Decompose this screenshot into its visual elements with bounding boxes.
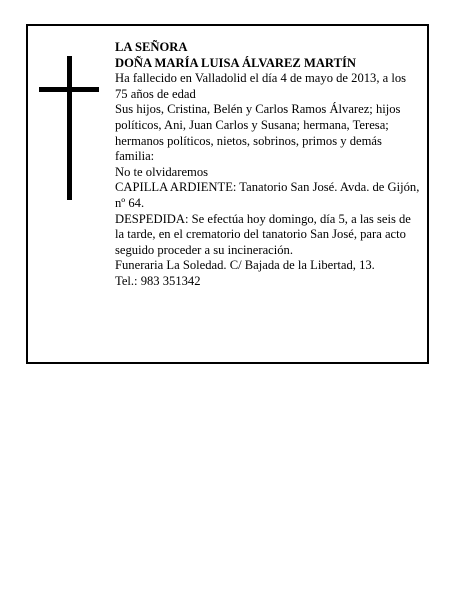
chapel-info: CAPILLA ARDIENTE: Tanatorio San José. Avda. de Gijón, nº 64. — [115, 180, 420, 210]
notice-text — [115, 40, 421, 290]
cross-horizontal-bar — [39, 87, 99, 92]
notice-heading: LA SEÑORA — [115, 40, 188, 54]
service-info: DESPEDIDA: Se efectúa hoy domingo, día 5, a las seis de la tarde, en el crematorio del tanatorio San José, para acto seguido proceder a su incineración. — [115, 211, 411, 257]
funeral-home-address: Funeraria La Soledad. C/ Bajada de la Libertad, 13. — [115, 258, 375, 273]
phone-number: Tel.: 983 351342 — [115, 273, 201, 288]
cross-icon — [39, 56, 99, 200]
obituary-notice — [26, 24, 429, 364]
deceased-name: DOÑA MARÍA LUISA ÁLVAREZ MARTÍN — [115, 55, 356, 70]
cross-vertical-bar — [67, 56, 72, 200]
family-list: Sus hijos, Cristina, Belén y Carlos Ramos Álvarez; hijos políticos, Ani, Juan Carlos y Susana; hermana, Teresa; hermanos políticos, nietos, sobrinos, primos y demás familia: — [115, 102, 401, 164]
death-statement: Ha fallecido en Valladolid el día 4 de mayo de 2013, a los 75 años de edad — [115, 71, 407, 101]
farewell-line: No te olvidaremos — [115, 164, 209, 179]
